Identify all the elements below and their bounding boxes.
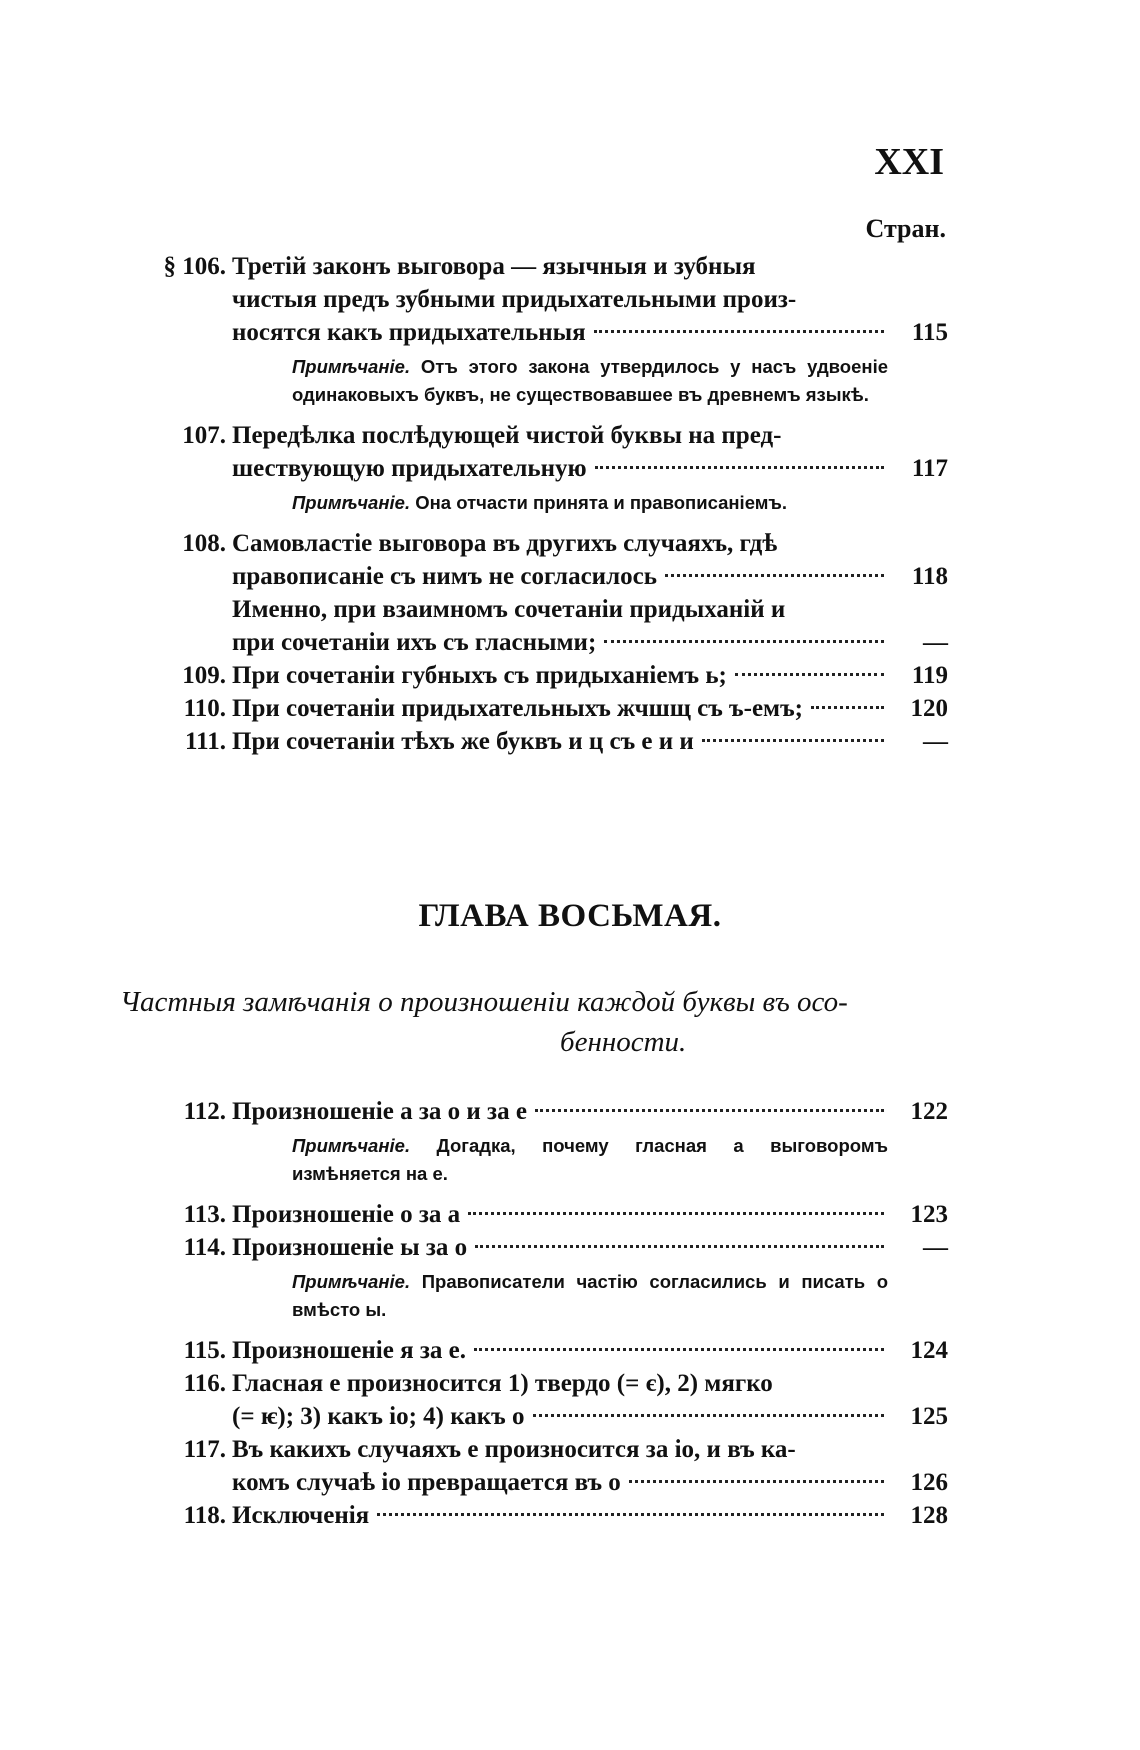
toc-entry [158,250,948,409]
note-text: Отъ этого закона утвердилось у насъ удвоеніе одинаковыхъ буквъ, не существовавшее въ древнемъ языкѣ. [292,356,889,405]
toc-entry-text: Исключенія [232,1502,370,1529]
page-number: XXI [874,141,944,183]
toc-note [292,353,888,409]
toc-entry-line [158,659,948,692]
toc-entry-number: 117. [183,1436,226,1463]
chapter-subtitle-line1: Частныя замѣчанія о произношеніи каждой буквы въ осо- [120,986,848,1018]
toc-entry-line [158,1231,948,1264]
toc-entry-text: Произношеніе о за а [232,1201,461,1228]
toc-note [292,1268,888,1324]
toc-entry-text: Третій законъ выговора — язычныя и зубныя [232,253,756,280]
dot-leader [533,1414,885,1417]
toc-page-ref: 128 [910,1502,948,1529]
toc-page-ref: 126 [910,1469,948,1496]
note-label: Примѣчаніе. [292,1135,411,1156]
toc-entry-number: 112. [183,1098,226,1125]
toc-entry-text: Въ какихъ случаяхъ е произносится за іо, и въ ка- [232,1436,796,1463]
toc-page-ref: 125 [910,1403,948,1430]
dot-leader [377,1513,884,1516]
toc-section-chapter-8 [158,1095,948,1532]
dot-leader [475,1245,884,1248]
toc-entry-text: носятся какъ придыхательныя [232,319,586,346]
toc-subentry-text: при сочетаніи ихъ съ гласными; [232,629,597,656]
toc-page-ref: — [923,629,948,656]
dot-leader [604,640,884,643]
toc-note [292,489,888,517]
toc-entry [158,419,948,517]
dot-leader [629,1480,884,1483]
toc-entry-line [158,1095,948,1128]
toc-page-ref: 120 [910,695,948,722]
toc-entry-line [158,692,948,725]
toc-entry-line [158,527,948,560]
toc-entry-line [158,1466,948,1499]
toc-entry [158,1231,948,1324]
toc-entry-line [158,283,948,316]
toc-subentry-line [158,593,948,626]
toc-entry-line [158,1400,948,1433]
toc-subentry-line [158,626,948,659]
toc-entry-number: § 106. [163,253,226,280]
toc-entry-text: (= ѥ); 3) какъ іо; 4) какъ о [232,1403,525,1430]
toc-entry-text: чистыя предъ зубными придыхательными произ- [232,286,797,313]
toc-entry-number: 118. [183,1502,226,1529]
toc-page-ref: 123 [910,1201,948,1228]
dot-leader [702,739,884,742]
toc-entry-number: 113. [183,1201,226,1228]
toc-entry-line [158,250,948,283]
toc-page-ref: 117 [911,455,948,482]
pages-column-label: Стран. [865,214,946,243]
toc-entry-line [158,452,948,485]
toc-entry-number: 115. [183,1337,226,1364]
toc-entry [158,692,948,725]
note-text: Правописатели частію согласились и писать о вмѣсто ы. [292,1271,889,1320]
toc-entry-text: шествующую придыхательную [232,455,587,482]
toc-entry-line [158,560,948,593]
toc-subentry-text: Именно, при взаимномъ сочетаніи придыханій и [232,596,786,623]
toc-entry [158,659,948,692]
chapter-subtitle-line2: бенности. [560,1026,687,1058]
toc-entry-number: 114. [183,1234,226,1261]
toc-page-ref: 124 [910,1337,948,1364]
toc-entry [158,527,948,659]
note-label: Примѣчаніе. [292,1271,411,1292]
note-text: Догадка, почему гласная а выговоромъ измѣняется на е. [292,1135,889,1184]
toc-entry [158,1198,948,1231]
toc-entry-text: Произношеніе ы за о [232,1234,468,1261]
toc-page-ref: — [923,728,948,755]
toc-entry-text: правописаніе съ нимъ не согласилось [232,563,657,590]
toc-entry-line [158,1499,948,1532]
toc-note [292,1132,888,1188]
toc-entry-number: 109. [182,662,226,689]
toc-entry-line [158,1433,948,1466]
toc-entry-text: При сочетаніи тѣхъ же буквъ и ц съ е и и [232,728,694,755]
toc-entry-number: 111. [185,728,226,755]
note-label: Примѣчаніе. [292,356,411,377]
toc-entry-line [158,725,948,758]
toc-entry-text: Самовластіе выговора въ другихъ случаяхъ, гдѣ [232,530,778,557]
toc-page-ref: 115 [911,319,948,346]
toc-entry-number: 107. [182,422,226,449]
toc-page-ref: — [923,1234,948,1261]
toc-page-ref: 118 [911,563,948,590]
toc-entry-number: 110. [183,695,226,722]
toc-entry-text: При сочетаніи придыхательныхъ жчшщ съ ъ-емъ; [232,695,803,722]
toc-entry-text: Произношеніе а за о и за е [232,1098,527,1125]
chapter-title: ГЛАВА ВОСЬМАЯ. [418,898,722,934]
dot-leader [535,1109,884,1112]
toc-entry-text: Гласная е произносится 1) твердо (= є), 2) мягко [232,1370,773,1397]
note-label: Примѣчаніе. [292,492,411,513]
toc-entry [158,1433,948,1499]
toc-entry [158,1095,948,1188]
dot-leader [595,466,884,469]
toc-entry-text: Передѣлка послѣдующей чистой буквы на пред- [232,422,782,449]
toc-section-chapter-7 [158,250,948,758]
toc-entry-line [158,316,948,349]
toc-entry [158,1334,948,1367]
toc-page-ref: 122 [910,1098,948,1125]
toc-page-ref: 119 [911,662,948,689]
toc-entry-number: 108. [182,530,226,557]
dot-leader [474,1348,884,1351]
toc-entry-line [158,419,948,452]
toc-entry-text: комъ случаѣ іо превращается въ о [232,1469,621,1496]
dot-leader [735,673,884,676]
toc-entry [158,1499,948,1532]
dot-leader [665,574,884,577]
dot-leader [468,1212,884,1215]
toc-entry-line [158,1367,948,1400]
toc-entry-line [158,1334,948,1367]
dot-leader [594,330,884,333]
toc-entry [158,725,948,758]
toc-entry-line [158,1198,948,1231]
dot-leader [811,706,884,709]
toc-entry-text: При сочетаніи губныхъ съ придыханіемъ ь; [232,662,727,689]
toc-entry [158,1367,948,1433]
toc-entry-text: Произношеніе я за е. [232,1337,467,1364]
chapter-subtitle [120,982,980,1062]
toc-entry-number: 116. [183,1370,226,1397]
note-text: Она отчасти принята и правописаніемъ. [415,492,788,513]
